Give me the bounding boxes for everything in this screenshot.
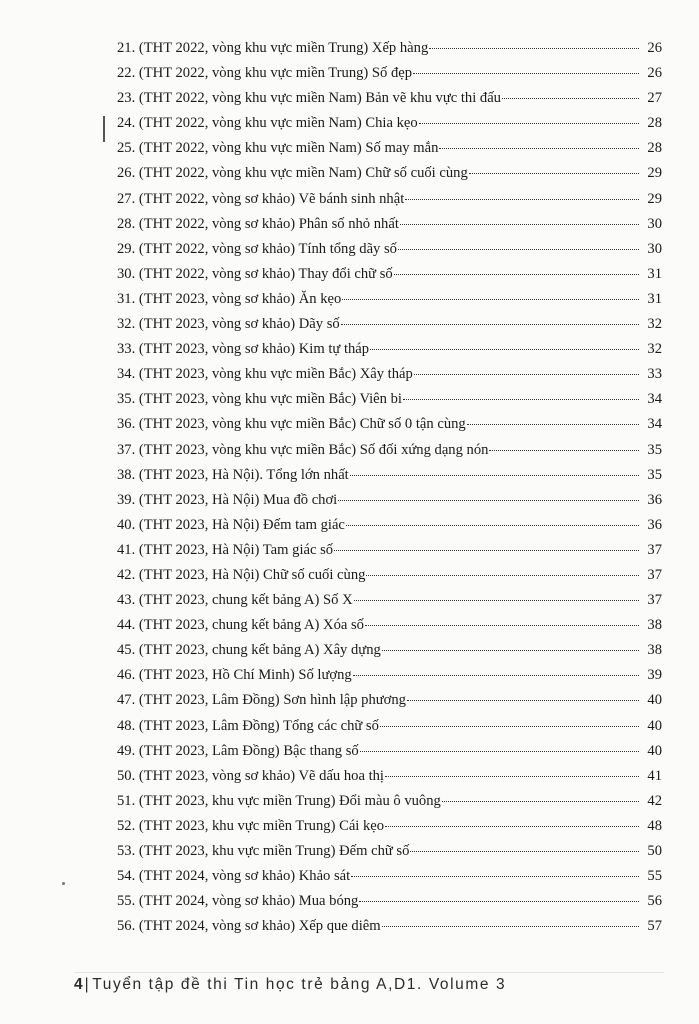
toc-entry-page: 55 (647, 868, 662, 885)
toc-entry[interactable] (117, 814, 662, 839)
toc-entry-page: 37 (647, 566, 662, 583)
toc-entry-page: 35 (647, 466, 662, 483)
toc-entry-title: 25. (THT 2022, vòng khu vực miền Nam) Số may mắn (117, 140, 439, 157)
toc-entry-title: 26. (THT 2022, vòng khu vực miền Nam) Chữ số cuối cùng (117, 165, 468, 182)
toc-entry[interactable] (117, 688, 662, 713)
toc-entry-page: 40 (647, 742, 662, 759)
toc-entry-page: 28 (647, 115, 662, 132)
toc-entry-page: 31 (647, 265, 662, 282)
toc-leader-dots (351, 876, 639, 877)
toc-entry-page: 36 (647, 491, 662, 508)
toc-entry-title: 37. (THT 2023, vòng khu vực miền Bắc) Số đối xứng dạng nón (117, 441, 489, 458)
toc-entry-page: 40 (647, 717, 662, 734)
toc-entry[interactable] (117, 864, 662, 889)
toc-entry-title: 23. (THT 2022, vòng khu vực miền Nam) Bản vẽ khu vực thi đấu (117, 90, 501, 107)
toc-entry[interactable] (117, 613, 662, 638)
toc-leader-dots (341, 324, 639, 325)
toc-entry-page: 56 (647, 893, 662, 910)
scan-speck (62, 882, 65, 885)
toc-entry[interactable] (117, 463, 662, 488)
toc-entry-page: 31 (647, 290, 662, 307)
toc-entry-title: 43. (THT 2023, chung kết bảng A) Số X (117, 592, 353, 609)
toc-entry-page: 35 (647, 441, 662, 458)
toc-entry-page: 36 (647, 516, 662, 533)
toc-leader-dots (394, 274, 639, 275)
toc-entry-title: 36. (THT 2023, vòng khu vực miền Bắc) Chữ số 0 tận cùng (117, 416, 466, 433)
toc-entry-title: 46. (THT 2023, Hồ Chí Minh) Số lượng (117, 667, 352, 684)
toc-leader-dots (338, 500, 639, 501)
toc-leader-dots (385, 826, 639, 827)
toc-entry[interactable] (117, 739, 662, 764)
toc-entry-page: 37 (647, 592, 662, 609)
toc-leader-dots (407, 700, 639, 701)
toc-entry[interactable] (117, 212, 662, 237)
toc-entry-title: 29. (THT 2022, vòng sơ khảo) Tính tổng dãy số (117, 240, 397, 257)
toc-leader-dots (469, 173, 639, 174)
toc-entry-title: 38. (THT 2023, Hà Nội). Tổng lớn nhất (117, 466, 349, 483)
footer-book-title: Tuyển tập đề thi Tin học trẻ bảng A,D1. Volume 3 (92, 976, 507, 993)
toc-entry[interactable] (117, 663, 662, 688)
toc-leader-dots (365, 625, 639, 626)
pen-mark (103, 116, 105, 142)
toc-leader-dots (442, 801, 639, 802)
toc-leader-dots (350, 475, 639, 476)
toc-entry-title: 34. (THT 2023, vòng khu vực miền Bắc) Xây tháp (117, 366, 413, 383)
toc-leader-dots (346, 525, 639, 526)
toc-entry[interactable] (117, 764, 662, 789)
toc-leader-dots (467, 424, 639, 425)
toc-entry[interactable] (117, 161, 662, 186)
toc-entry-page: 37 (647, 541, 662, 558)
toc-entry-title: 54. (THT 2024, vòng sơ khảo) Khảo sát (117, 868, 351, 885)
toc-entry-title: 42. (THT 2023, Hà Nội) Chữ số cuối cùng (117, 566, 366, 583)
toc-entry-title: 33. (THT 2023, vòng sơ khảo) Kim tự tháp (117, 341, 370, 358)
toc-entry[interactable] (117, 714, 662, 739)
toc-entry-title: 41. (THT 2023, Hà Nội) Tam giác số (117, 541, 334, 558)
toc-leader-dots (342, 299, 639, 300)
toc-leader-dots (359, 901, 639, 902)
toc-entry-title: 39. (THT 2023, Hà Nội) Mua đồ chơi (117, 491, 338, 508)
toc-leader-dots (414, 374, 639, 375)
toc-entry-title: 31. (THT 2023, vòng sơ khảo) Ăn kẹo (117, 290, 342, 307)
toc-entry-title: 27. (THT 2022, vòng sơ khảo) Vẽ bánh sinh nhật (117, 190, 405, 207)
toc-entry-title: 55. (THT 2024, vòng sơ khảo) Mua bóng (117, 893, 359, 910)
toc-entry[interactable] (117, 889, 662, 914)
toc-entry-title: 30. (THT 2022, vòng sơ khảo) Thay đổi chữ số (117, 265, 393, 282)
toc-leader-dots (403, 399, 639, 400)
toc-entry[interactable] (117, 262, 662, 287)
toc-entry-title: 24. (THT 2022, vòng khu vực miền Nam) Chia kẹo (117, 115, 418, 132)
toc-entry-page: 57 (647, 918, 662, 935)
toc-leader-dots (353, 675, 639, 676)
toc-entry[interactable] (117, 237, 662, 262)
toc-entry-title: 56. (THT 2024, vòng sơ khảo) Xếp que diêm (117, 918, 381, 935)
footer-separator: | (84, 976, 91, 993)
toc-entry[interactable] (117, 387, 662, 412)
toc-entry-page: 32 (647, 341, 662, 358)
toc-leader-dots (366, 575, 639, 576)
toc-entry-title: 52. (THT 2023, khu vực miền Trung) Cái kẹo (117, 817, 385, 834)
toc-entry[interactable] (117, 638, 662, 663)
toc-entry[interactable] (117, 839, 662, 864)
toc-entry[interactable] (117, 86, 662, 111)
toc-entry-page: 29 (647, 190, 662, 207)
toc-leader-dots (380, 726, 639, 727)
toc-entry-page: 33 (647, 366, 662, 383)
toc-entry-page: 32 (647, 316, 662, 333)
toc-entry[interactable] (117, 563, 662, 588)
table-of-contents (117, 36, 662, 939)
toc-entry-page: 39 (647, 667, 662, 684)
toc-entry-page: 26 (647, 65, 662, 82)
toc-entry[interactable] (117, 36, 662, 61)
toc-entry[interactable] (117, 287, 662, 312)
footer-divider (74, 972, 664, 973)
toc-entry-title: 44. (THT 2023, chung kết bảng A) Xóa số (117, 617, 364, 634)
toc-entry-page: 41 (647, 767, 662, 784)
toc-entry-title: 21. (THT 2022, vòng khu vực miền Trung) Xếp hàng (117, 40, 429, 56)
page-footer (74, 976, 664, 994)
toc-leader-dots (429, 48, 639, 49)
toc-entry-title: 45. (THT 2023, chung kết bảng A) Xây dựng (117, 642, 381, 659)
toc-entry-page: 38 (647, 617, 662, 634)
toc-leader-dots (400, 224, 639, 225)
toc-entry-page: 29 (647, 165, 662, 182)
toc-leader-dots (413, 73, 639, 74)
toc-leader-dots (489, 450, 639, 451)
toc-leader-dots (334, 550, 639, 551)
toc-entry-page: 30 (647, 240, 662, 257)
toc-leader-dots (419, 123, 639, 124)
toc-leader-dots (439, 148, 639, 149)
toc-entry[interactable] (117, 488, 662, 513)
toc-entry-title: 40. (THT 2023, Hà Nội) Đếm tam giác (117, 516, 345, 533)
toc-entry[interactable] (117, 914, 662, 939)
toc-entry-title: 47. (THT 2023, Lâm Đồng) Sơn hình lập phương (117, 692, 406, 709)
toc-leader-dots (382, 926, 639, 927)
toc-entry[interactable] (117, 111, 662, 136)
toc-entry-title: 49. (THT 2023, Lâm Đồng) Bậc thang số (117, 742, 359, 759)
toc-leader-dots (385, 776, 639, 777)
toc-leader-dots (405, 199, 639, 200)
toc-entry[interactable] (117, 412, 662, 437)
toc-entry-title: 53. (THT 2023, khu vực miền Trung) Đếm chữ số (117, 843, 410, 859)
footer-page-number: 4 (74, 976, 83, 993)
toc-entry-title: 22. (THT 2022, vòng khu vực miền Trung) Số đẹp (117, 65, 413, 82)
toc-entry[interactable] (117, 61, 662, 86)
toc-entry-page: 42 (647, 792, 662, 809)
toc-entry-page: 40 (647, 692, 662, 709)
toc-entry[interactable] (117, 538, 662, 563)
toc-leader-dots (370, 349, 639, 350)
toc-entry-page: 26 (647, 40, 662, 56)
toc-leader-dots (360, 751, 639, 752)
toc-entry-page: 30 (647, 215, 662, 232)
toc-leader-dots (398, 249, 639, 250)
toc-entry-title: 51. (THT 2023, khu vực miền Trung) Đổi màu ô vuông (117, 792, 441, 809)
toc-entry[interactable] (117, 362, 662, 387)
toc-leader-dots (410, 851, 639, 852)
toc-entry[interactable] (117, 337, 662, 362)
toc-entry-page: 34 (647, 416, 662, 433)
toc-leader-dots (354, 600, 639, 601)
toc-entry-title: 35. (THT 2023, vòng khu vực miền Bắc) Viên bi (117, 391, 402, 408)
toc-entry[interactable] (117, 513, 662, 538)
toc-entry[interactable] (117, 312, 662, 337)
toc-entry-title: 28. (THT 2022, vòng sơ khảo) Phân số nhỏ nhất (117, 215, 399, 232)
toc-entry-title: 32. (THT 2023, vòng sơ khảo) Dãy số (117, 316, 340, 333)
toc-leader-dots (502, 98, 639, 99)
toc-entry-page: 27 (647, 90, 662, 107)
toc-entry[interactable] (117, 588, 662, 613)
toc-entry-page: 34 (647, 391, 662, 408)
toc-entry[interactable] (117, 789, 662, 814)
toc-entry[interactable] (117, 136, 662, 161)
toc-entry-title: 48. (THT 2023, Lâm Đồng) Tổng các chữ số (117, 717, 379, 734)
toc-leader-dots (382, 650, 639, 651)
toc-entry-page: 48 (647, 817, 662, 834)
toc-entry-page: 50 (647, 843, 662, 859)
toc-entry-page: 28 (647, 140, 662, 157)
toc-entry[interactable] (117, 187, 662, 212)
toc-entry-title: 50. (THT 2023, vòng sơ khảo) Vẽ dấu hoa thị (117, 767, 384, 784)
toc-entry[interactable] (117, 438, 662, 463)
toc-entry-page: 38 (647, 642, 662, 659)
